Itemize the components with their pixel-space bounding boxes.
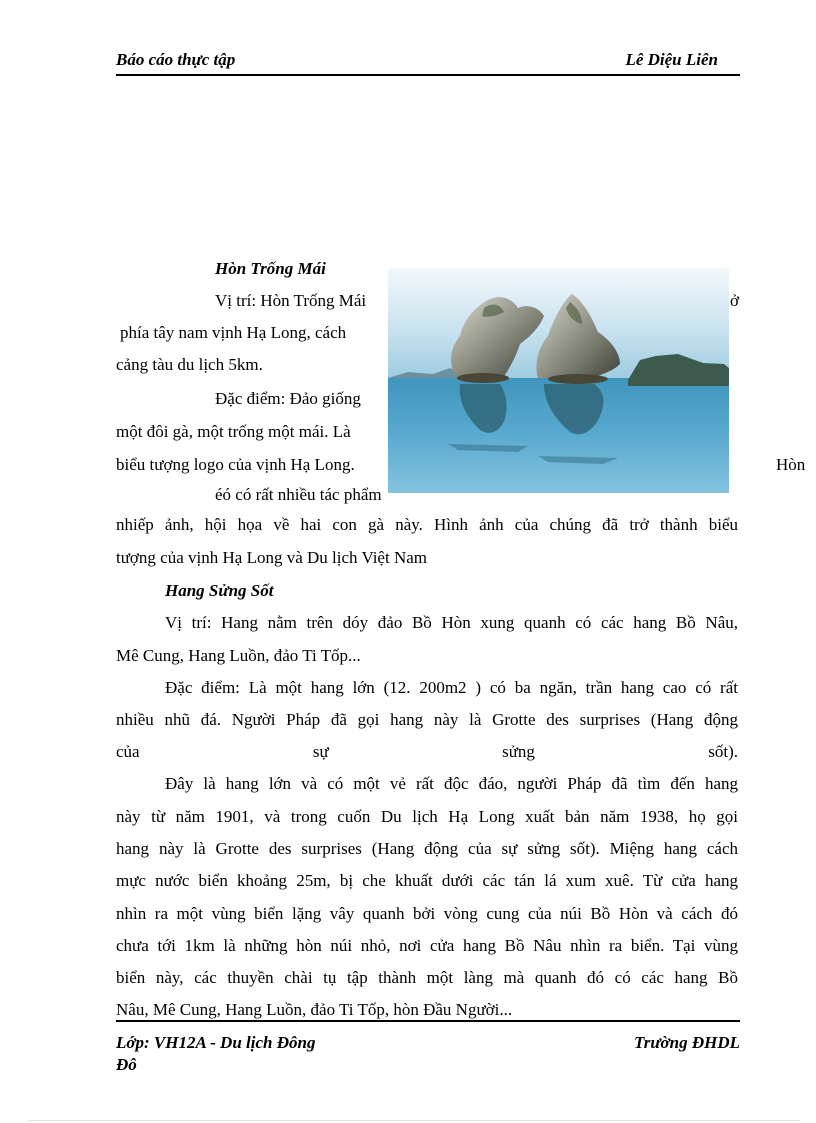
paragraph-line: Vị trí: Hang nằm trên dóy đảo Bồ Hòn xung quanh có các hang Bồ Nâu, bbox=[165, 613, 738, 632]
feature-text-line: éó có rất nhiều tác phẩm bbox=[215, 485, 382, 504]
position-text-line: phía tây nam vịnh Hạ Long, cách bbox=[120, 323, 347, 342]
paragraph-line: của sự sửng sốt). bbox=[116, 742, 738, 761]
position-text-line: Vị trí: Hòn Trống Mái bbox=[215, 291, 367, 310]
paragraph-line: Mê Cung, Hang Luồn, đảo Ti Tốp... bbox=[116, 646, 361, 665]
ha-long-islets-photo bbox=[388, 268, 729, 493]
paragraph-line: Đây là hang lớn và có một vẻ rất độc đáo, người Pháp đã tìm đến hang bbox=[165, 774, 738, 793]
header-report-title: Báo cáo thực tập bbox=[116, 50, 236, 69]
section-title-hang-sung-sot: Hang Sửng Sốt bbox=[165, 581, 274, 600]
header-author: Lê Diệu Liên bbox=[625, 50, 718, 69]
paragraph-line: Đặc điểm: Là một hang lớn (12. 200m2 ) có ba ngăn, trần hang cao có rất bbox=[165, 678, 738, 697]
paragraph-line: này từ năm 1901, và trong cuốn Du lịch Hạ Long xuất bản năm 1938, họ gọi bbox=[116, 807, 738, 826]
paragraph-line: nhìn ra một vùng biển lặng vây quanh bởi vòng cung của núi Bồ Hòn và cách đó bbox=[116, 904, 738, 923]
paragraph-line: chưa tới 1km là những hòn núi nhỏ, nơi cửa hang Bồ Nâu nhìn ra biển. Tại vùng bbox=[116, 936, 738, 955]
section-title-hon-trong-mai: Hòn Trống Mái bbox=[215, 259, 326, 278]
paragraph-line: nhiều nhũ đá. Người Pháp đã gọi hang này là Grotte des surprises (Hang động bbox=[116, 710, 738, 729]
feature-text-line: tượng của vịnh Hạ Long và Du lịch Việt Nam bbox=[116, 548, 427, 567]
feature-text-line: Đặc điểm: Đảo giống bbox=[215, 389, 361, 408]
position-text-line-end: ở bbox=[730, 291, 739, 310]
paragraph-line: mực nước biển khoảng 25m, bị che khuất dưới các tán lá xum xuê. Từ cửa hang bbox=[116, 871, 738, 890]
paragraph-line: hang này là Grotte des surprises (Hang động của sự sửng sốt). Miệng hang cách bbox=[116, 839, 738, 858]
feature-text-line: biểu tượng logo của vịnh Hạ Long. bbox=[116, 455, 355, 474]
footer-school: Trường ĐHDL bbox=[633, 1033, 740, 1052]
paragraph-line: Nâu, Mê Cung, Hang Luồn, đảo Ti Tốp, hòn Đầu Người... bbox=[116, 1000, 513, 1019]
feature-text-line: một đôi gà, một trống một mái. Là bbox=[116, 422, 351, 441]
paragraph-line: biển này, các thuyền chài tụ tập thành một làng mà quanh đó có các hang Bồ bbox=[116, 968, 738, 987]
footer-class: Lớp: VH12A - Du lịch Đông Đô bbox=[116, 1033, 316, 1074]
page-edge-divider bbox=[28, 1120, 800, 1121]
page-header bbox=[116, 50, 740, 76]
position-text-line: cảng tàu du lịch 5km. bbox=[116, 355, 263, 374]
feature-text-line-end: Hòn bbox=[776, 455, 806, 474]
feature-text-line: nhiếp ảnh, hội họa về hai con gà này. Hình ảnh của chúng đã trở thành biểu bbox=[116, 515, 738, 534]
page-footer bbox=[116, 1020, 740, 1082]
